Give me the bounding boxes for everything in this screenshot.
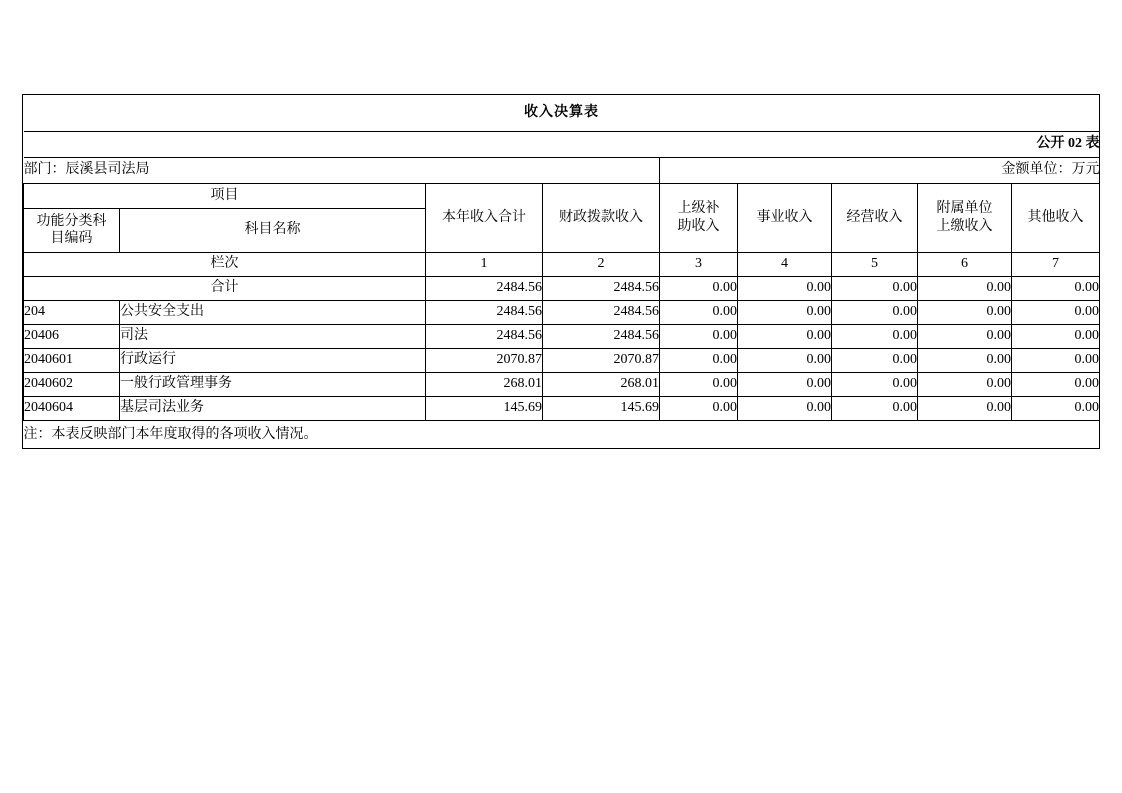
- row-value-4: 0.00: [738, 372, 832, 396]
- total-label: 合计: [24, 276, 426, 300]
- row-value-7: 0.00: [1012, 324, 1100, 348]
- row-name: 公共安全支出: [120, 300, 426, 324]
- table-row: [24, 300, 1100, 324]
- total-value-5: 0.00: [832, 276, 918, 300]
- total-value-4: 0.00: [738, 276, 832, 300]
- row-value-7: 0.00: [1012, 348, 1100, 372]
- row-value-3: 0.00: [660, 372, 738, 396]
- table-note: 注：本表反映部门本年度取得的各项收入情况。: [24, 420, 1100, 448]
- header-subject-name: 科目名称: [120, 208, 426, 252]
- row-value-1: 145.69: [426, 396, 543, 420]
- column-index-label: 栏次: [24, 252, 426, 276]
- header-business-income-line1: 事业收入: [756, 209, 813, 225]
- total-value-3: 0.00: [660, 276, 738, 300]
- department-label: 部门：辰溪县司法局: [24, 157, 660, 183]
- department-row: [24, 157, 1100, 183]
- column-index-6: 6: [918, 252, 1012, 276]
- row-name: 基层司法业务: [120, 396, 426, 420]
- header-other-income-line1: 其他收入: [1027, 209, 1084, 225]
- item-group-header: 项目: [24, 183, 426, 208]
- row-value-4: 0.00: [738, 300, 832, 324]
- column-index-3: 3: [660, 252, 738, 276]
- row-value-6: 0.00: [918, 396, 1012, 420]
- row-value-6: 0.00: [918, 348, 1012, 372]
- row-value-4: 0.00: [738, 348, 832, 372]
- column-index-7: 7: [1012, 252, 1100, 276]
- row-value-1: 2070.87: [426, 348, 543, 372]
- row-value-7: 0.00: [1012, 372, 1100, 396]
- column-index-4: 4: [738, 252, 832, 276]
- row-value-1: 2484.56: [426, 300, 543, 324]
- public-number-spacer: [24, 131, 660, 157]
- row-code: 2040604: [24, 396, 120, 420]
- public-number-row: [24, 131, 1100, 157]
- total-value-2: 2484.56: [543, 276, 660, 300]
- header-other-income: [1012, 183, 1100, 252]
- header-superior-subsidy: [660, 183, 738, 252]
- row-value-3: 0.00: [660, 324, 738, 348]
- row-value-3: 0.00: [660, 348, 738, 372]
- row-value-6: 0.00: [918, 372, 1012, 396]
- header-affiliated-unit-payment-line1: 附属单位: [936, 201, 993, 216]
- column-index-1: 1: [426, 252, 543, 276]
- row-value-5: 0.00: [832, 324, 918, 348]
- row-value-2: 145.69: [543, 396, 660, 420]
- column-index-2: 2: [543, 252, 660, 276]
- row-code: 2040602: [24, 372, 120, 396]
- row-value-5: 0.00: [832, 396, 918, 420]
- header-fiscal-appropriation: [543, 183, 660, 252]
- row-value-2: 2070.87: [543, 348, 660, 372]
- public-number: 公开 02 表: [660, 131, 1100, 157]
- total-value-1: 2484.56: [426, 276, 543, 300]
- header-operating-income-line1: 经营收入: [846, 209, 903, 225]
- row-name: 行政运行: [120, 348, 426, 372]
- row-name: 司法: [120, 324, 426, 348]
- header-operating-income: [832, 183, 918, 252]
- header-affiliated-unit-payment-line2: 上缴收入: [936, 218, 993, 234]
- row-value-6: 0.00: [918, 300, 1012, 324]
- row-value-5: 0.00: [832, 372, 918, 396]
- table-row: [24, 372, 1100, 396]
- row-value-7: 0.00: [1012, 396, 1100, 420]
- row-value-4: 0.00: [738, 396, 832, 420]
- total-value-6: 0.00: [918, 276, 1012, 300]
- header-function-code-line2: 目编码: [50, 231, 93, 246]
- column-index-row: [24, 252, 1100, 276]
- column-index-5: 5: [832, 252, 918, 276]
- item-group-header-row: [24, 183, 1100, 208]
- amount-unit-label: 金额单位：万元: [660, 157, 1100, 183]
- row-value-1: 268.01: [426, 372, 543, 396]
- row-value-4: 0.00: [738, 324, 832, 348]
- row-code: 204: [24, 300, 120, 324]
- row-value-2: 2484.56: [543, 324, 660, 348]
- header-affiliated-unit-payment: [918, 183, 1012, 252]
- row-value-7: 0.00: [1012, 300, 1100, 324]
- row-value-2: 268.01: [543, 372, 660, 396]
- row-name: 一般行政管理事务: [120, 372, 426, 396]
- table-row: [24, 348, 1100, 372]
- income-final-account-sheet: [22, 94, 1100, 449]
- row-code: 2040601: [24, 348, 120, 372]
- header-function-code-line1: 功能分类科: [36, 213, 107, 229]
- header-function-code: [24, 208, 120, 252]
- row-value-3: 0.00: [660, 396, 738, 420]
- table-row: [24, 324, 1100, 348]
- note-row: [24, 420, 1100, 448]
- header-superior-subsidy-line1: 上级补: [677, 201, 720, 216]
- row-value-5: 0.00: [832, 300, 918, 324]
- row-value-6: 0.00: [918, 324, 1012, 348]
- header-current-year-total: [426, 183, 543, 252]
- row-code: 20406: [24, 324, 120, 348]
- header-current-year-total-line1: 本年收入合计: [442, 209, 526, 225]
- income-table: [23, 95, 1100, 448]
- header-fiscal-appropriation-line1: 财政拨款收入: [559, 209, 643, 225]
- total-row: [24, 276, 1100, 300]
- title-row: [24, 95, 1100, 131]
- row-value-2: 2484.56: [543, 300, 660, 324]
- row-value-3: 0.00: [660, 300, 738, 324]
- header-business-income: [738, 183, 832, 252]
- header-superior-subsidy-line2: 助收入: [677, 218, 720, 234]
- row-value-1: 2484.56: [426, 324, 543, 348]
- page-title: 收入决算表: [24, 95, 1100, 131]
- row-value-5: 0.00: [832, 348, 918, 372]
- total-value-7: 0.00: [1012, 276, 1100, 300]
- table-row: [24, 396, 1100, 420]
